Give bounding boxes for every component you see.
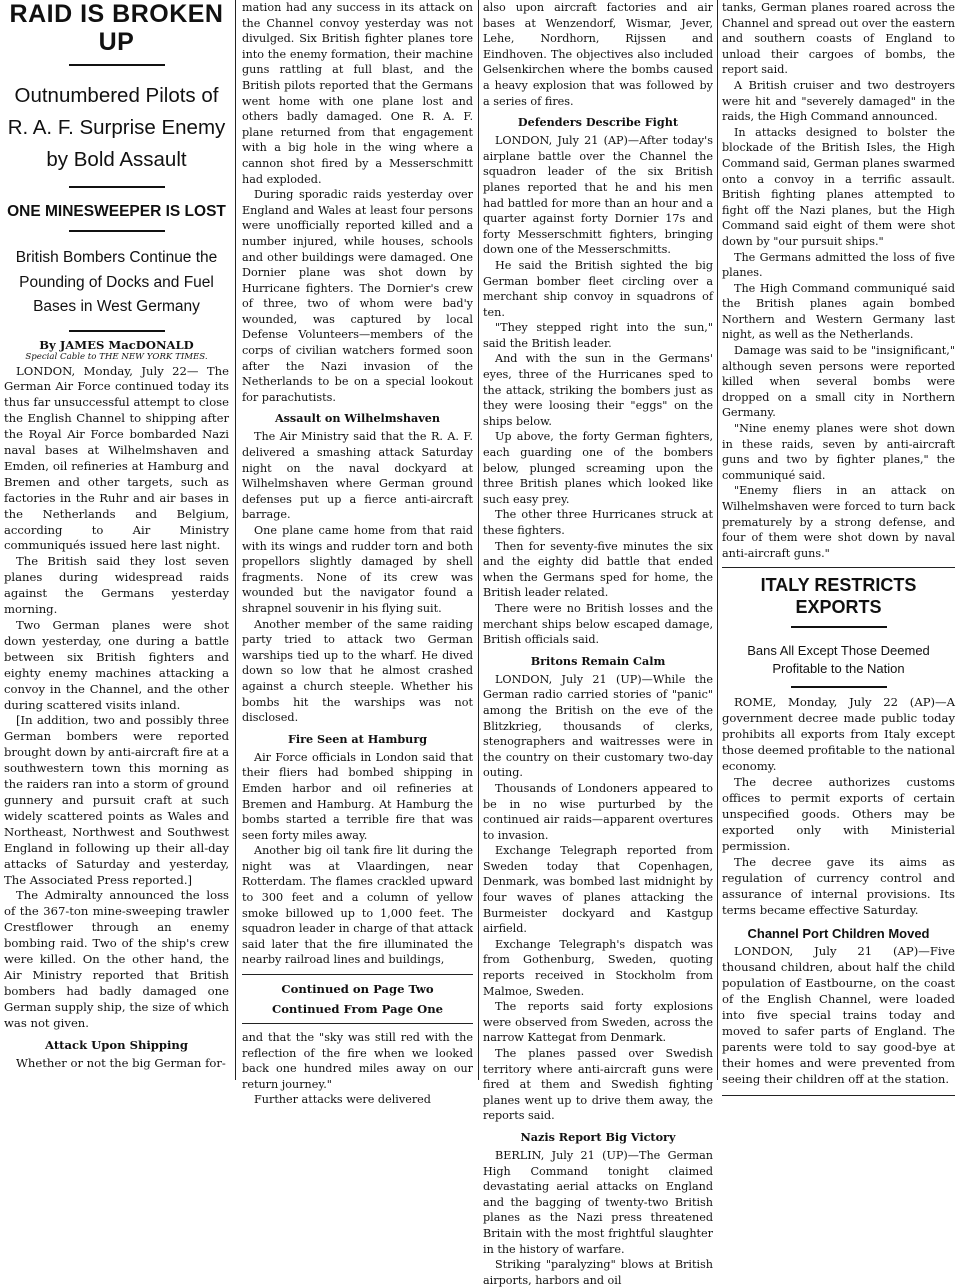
article-paragraph: A British cruiser and two destroyers were hit and "severely damaged" in the raids, the High Command announced. <box>722 78 955 124</box>
article-paragraph: LONDON, July 21 (AP)—After today's airplane battle over the Channel the squadron leader of the six British planes reported that he and his men had battled for more than an hour and a quarter against forty Dornier 17s and forty Messerschmitt fighters, bringing down one of the Messerschmitts. <box>483 134 713 257</box>
article-paragraph: He said the British sighted the big German bomber fleet circling over a merchant ship convoy in squadrons of ten. <box>483 258 713 319</box>
article-paragraph: There were no British losses and the merchant ships below escaped damage, British officials said. <box>483 601 713 647</box>
column-2 <box>239 0 476 1107</box>
article-paragraph: "They stepped right into the sun," said the British leader. <box>483 321 713 350</box>
deck-rule <box>69 230 165 232</box>
article-paragraph: ROME, Monday, July 22 (AP)—A government decree made public today prohibits all exports from Italy except those deemed profitable to the national economy. <box>722 695 955 774</box>
article-paragraph: Whether or not the big German for- <box>16 1055 226 1070</box>
column-1 <box>0 0 232 1080</box>
separator <box>722 567 955 568</box>
article-paragraph: In attacks designed to bolster the blockade of the British Isles, the High Command said, German planes swarmed onto a convoy in a terrific assault. British fighting planes attempted to fight off the Nazi planes, but the High Command said eight of them were shot down by "our pursuit ships." <box>722 125 955 248</box>
byline: By JAMES MacDONALD <box>39 337 194 352</box>
column-4 <box>719 0 959 1087</box>
article-paragraph: The High Command communiqué said the British planes again bombed Northern and Western Germany last night, as well as the Netherlands. <box>722 281 955 342</box>
column-rule <box>235 0 236 1080</box>
italy-deck: Bans All Except Those Deemed Profitable to the Nation <box>747 643 930 677</box>
article-paragraph: Exchange Telegraph reported from Sweden today that Copenhagen, Denmark, was bombed last midnight by four waves of planes attacking the Burmeister dockyard and Kastgup airfield. <box>483 844 713 936</box>
article-paragraph: LONDON, July 21 (UP)—While the German radio carried stories of "panic" among the British on the eve of the Blitzkrieg, thousands of clerks, stenographers and waitresses were in the country on their customary two-day outing. <box>483 672 713 780</box>
article-paragraph: The Germans admitted the loss of five planes. <box>722 250 955 280</box>
deck-rule <box>69 186 165 188</box>
children-headline: Channel Port Children Moved <box>747 926 930 942</box>
column-rule <box>717 0 718 1080</box>
article-paragraph: Another big oil tank fire lit during the night was at Vlaardingen, near Rotterdam. The flames crackled upward to 300 feet and a column of yellow smoke billowed up to 1,000 feet. The squadron leader in charge of that attack said later that the fire illuminated the nearby railroad lines and buildings, <box>242 844 473 967</box>
article-paragraph: The planes passed over Swedish territory where anti-aircraft guns were fired at them and Swedish fighting planes went up to drive them away, the reports said. <box>483 1047 713 1123</box>
article-paragraph: During sporadic raids yesterday over England and Wales at least four persons were unofficially reported killed and a number injured, while houses, schools and other buildings were damaged. One Dornier plane was shot down by Hurricane fighters. The Dornier's crew of three, two of whom were bad'y wounded, was captured by local Defense Volunteers—members of the corps of civilian watchers formed soon after the Nazi invasion of the Netherlands to be on a special lookout for parachutists. <box>242 188 473 404</box>
article-paragraph: LONDON, July 21 (AP)—Five thousand children, about half the child population of Eastbourne, on the coast of the English Channel, were loaded into five special trains today and moved to safer parts of England. The parents were told to say good-bye at their homes and were prevented from seeing their children off at the station. <box>722 944 955 1087</box>
subhead: Defenders Describe Fight <box>517 115 679 130</box>
deck-headline-2: ONE MINESWEEPER IS LOST <box>7 203 226 220</box>
subhead: Fire Seen at Hamburg <box>287 731 428 746</box>
subhead: Attack Upon Shipping <box>45 1037 188 1052</box>
article-paragraph: The reports said forty explosions were observed from Sweden, across the narrow Kattegat from Denmark. <box>483 1000 713 1045</box>
deck-rule <box>791 686 887 688</box>
deck-headline-1: Outnumbered Pilots of R. A. F. Surprise Enemy by Bold Assault <box>7 84 226 171</box>
article-paragraph: Damage was said to be "insignificant," although seven persons were reported killed when several bombs were dropped on a small city in Northern Germany. <box>722 344 955 420</box>
subhead: Nazis Report Big Victory <box>520 1129 676 1144</box>
headline-rule <box>69 64 165 66</box>
italy-headline: ITALY RESTRICTS EXPORTS <box>760 575 917 618</box>
article-paragraph: The other three Hurricanes struck at these fighters. <box>483 508 713 537</box>
main-headline: RAID IS BROKEN UP <box>9 0 224 56</box>
article-paragraph: mation had any success in its attack on the Channel convoy yesterday was not divulged. Six British fighter planes tore into the enemy formation, their machine guns rattling at full blast, and the British pilots reported that the Germans went home with one plane lost and others badly damaged. One R. A. F. plane returned from that engagement with a big hole in the wing where a cannon shot fired by a Messerschmitt had exploded. <box>242 1 473 186</box>
subhead: Britons Remain Calm <box>530 653 666 668</box>
article-paragraph: The decree gave its aims as regulation of currency control and assurance of internal provisions. Its terms became effective Saturday. <box>722 855 955 918</box>
column-rule <box>478 0 479 1080</box>
separator <box>242 1023 473 1024</box>
article-paragraph: also upon aircraft factories and air bases at Wenzendorf, Wismar, Jever, Lehe, Nordhorn, Rijssen and Eindhoven. The objectives also included Gelsenkirchen where the bombs caused a heavy explosion that was followed by a series of fires. <box>483 1 713 108</box>
subhead: Assault on Wilhelmshaven <box>274 411 441 426</box>
article-paragraph: Striking "paralyzing" blows at British airports, harbors and oil <box>483 1258 713 1287</box>
article-paragraph: One plane came home from that raid with its wings and rudder torn and both propellors slightly damaged by shell fragments. None of its crew was wounded but the navigator found a shrapnel souvenir in his flying suit. <box>242 524 473 615</box>
article-paragraph: And with the sun in the Germans' eyes, three of the Hurricanes sped to the attack, striking the bombers just as they were loosing their "eggs" on the ships below. <box>483 352 713 428</box>
article-paragraph: The Admiralty announced the loss of the 367-ton mine-sweeping trawler Crestflower through an enemy bombing raid. Two of the ship's crew were killed. On the other hand, the Air Ministry reported that British bombers had badly damaged one German supply ship, the size of which was not given. <box>4 888 229 1030</box>
article-paragraph: Then for seventy-five minutes the six and the eighty did battle that ended when the Germans sped for home, the British leader related. <box>483 539 713 600</box>
article-paragraph: and that the "sky was still red with the reflection of the fire when we looked back one hundred miles away on our return journey." <box>242 1031 473 1091</box>
continued-notice: Continued on Page Two <box>281 982 434 997</box>
article-paragraph: The decree authorizes customs offices to permit exports of certain unspecified goods. Others may be exported only with Ministerial permission. <box>722 775 955 854</box>
column-3 <box>480 0 716 1287</box>
article-paragraph: BERLIN, July 21 (UP)—The German High Command tonight claimed devastating aerial attacks on England and the bagging of twenty-two British planes as the Nazi press threatened Britain with the most frightful slaughter in the history of warfare. <box>483 1148 713 1256</box>
continued-notice: Continued From Page One <box>271 1002 444 1017</box>
article-paragraph: Thousands of Londoners appeared to be in no wise purturbed by the continued air raids—apparent overtures to invasion. <box>483 781 713 842</box>
article-paragraph: LONDON, Monday, July 22— The German Air Force continued today its thus far unsuccessful attempt to close the English Channel to shipping after the Royal Air Force bombarded Nazi naval bases at Wilhelmshaven and Emden, oil refineries at Hamburg and Bremen and other targets, such as factories in the Ruhr and air bases in the Netherlands and Belgium, according to Air Ministry communiqués issued here last night. <box>4 363 229 553</box>
article-paragraph: "Enemy fliers in an attack on Wilhelmshaven were forced to turn back prematurely by a strong defense, and four of them were shot down by naval anti-aircraft guns." <box>722 484 955 560</box>
article-paragraph: Further attacks were delivered <box>254 1093 431 1107</box>
headline-rule <box>791 626 887 628</box>
deck-rule <box>69 330 165 332</box>
article-paragraph: Air Force officials in London said that their fliers had bombed shipping in Emden harbor and oil refineries at Bremen and Hamburg. At Hamburg the bombs started a terrible fire that was seen forty miles away. <box>242 750 473 842</box>
article-paragraph: The British said they lost seven planes during widespread raids against the Germans yesterday morning. <box>4 554 229 617</box>
byline-credit: Special Cable to THE NEW YORK TIMES. <box>25 351 208 362</box>
article-paragraph: Two German planes were shot down yesterday, one during a battle between six British fighters and eighty enemy machines attacking a convoy in the Channel, and the other during scattered visits inland. <box>4 618 229 712</box>
article-paragraph: tanks, German planes roared across the Channel and spread out over the eastern and southern coasts of England to unload their cargoes of bombs, the report said. <box>722 1 955 77</box>
article-paragraph: Up above, the forty German fighters, each guarding one of the bombers below, plunged screaming upon the three British planes which looked like such easy prey. <box>483 430 713 506</box>
article-paragraph: Another member of the same raiding party tried to attack two German warships tied up to the wharf. He dived down so low that he almost crashed against a church steeple. Whether his bombs hit the warships was not disclosed. <box>242 617 473 725</box>
article-paragraph: [In addition, two and possibly three German bombers were reported brought down by anti-aircraft fire at a southwestern town this morning as the raiders ran into a storm of ground gunnery and pursuit craft at such widely scattered points as Wales and Northeast, Northwest and Southwest England in following up their all-day attacks of Saturday and yesterday, The Associated Press reported.] <box>4 713 229 887</box>
separator <box>722 1095 955 1096</box>
article-paragraph: The Air Ministry said that the R. A. F. delivered a smashing attack Saturday night on the naval dockyard at Wilhelmshaven where German ground defenses put up a fierce anti-aircraft barrage. <box>242 430 473 522</box>
article-paragraph: Exchange Telegraph's dispatch was from Gothenburg, Sweden, quoting reports received in Stockholm from Malmoe, Sweden. <box>483 937 713 998</box>
deck-headline-3: British Bombers Continue the Pounding of Docks and Fuel Bases in West Germany <box>15 249 218 315</box>
separator <box>242 974 473 975</box>
article-paragraph: "Nine enemy planes were shot down in these raids, seven by anti-aircraft guns and two by fighter planes," the communiqué said. <box>722 422 955 482</box>
